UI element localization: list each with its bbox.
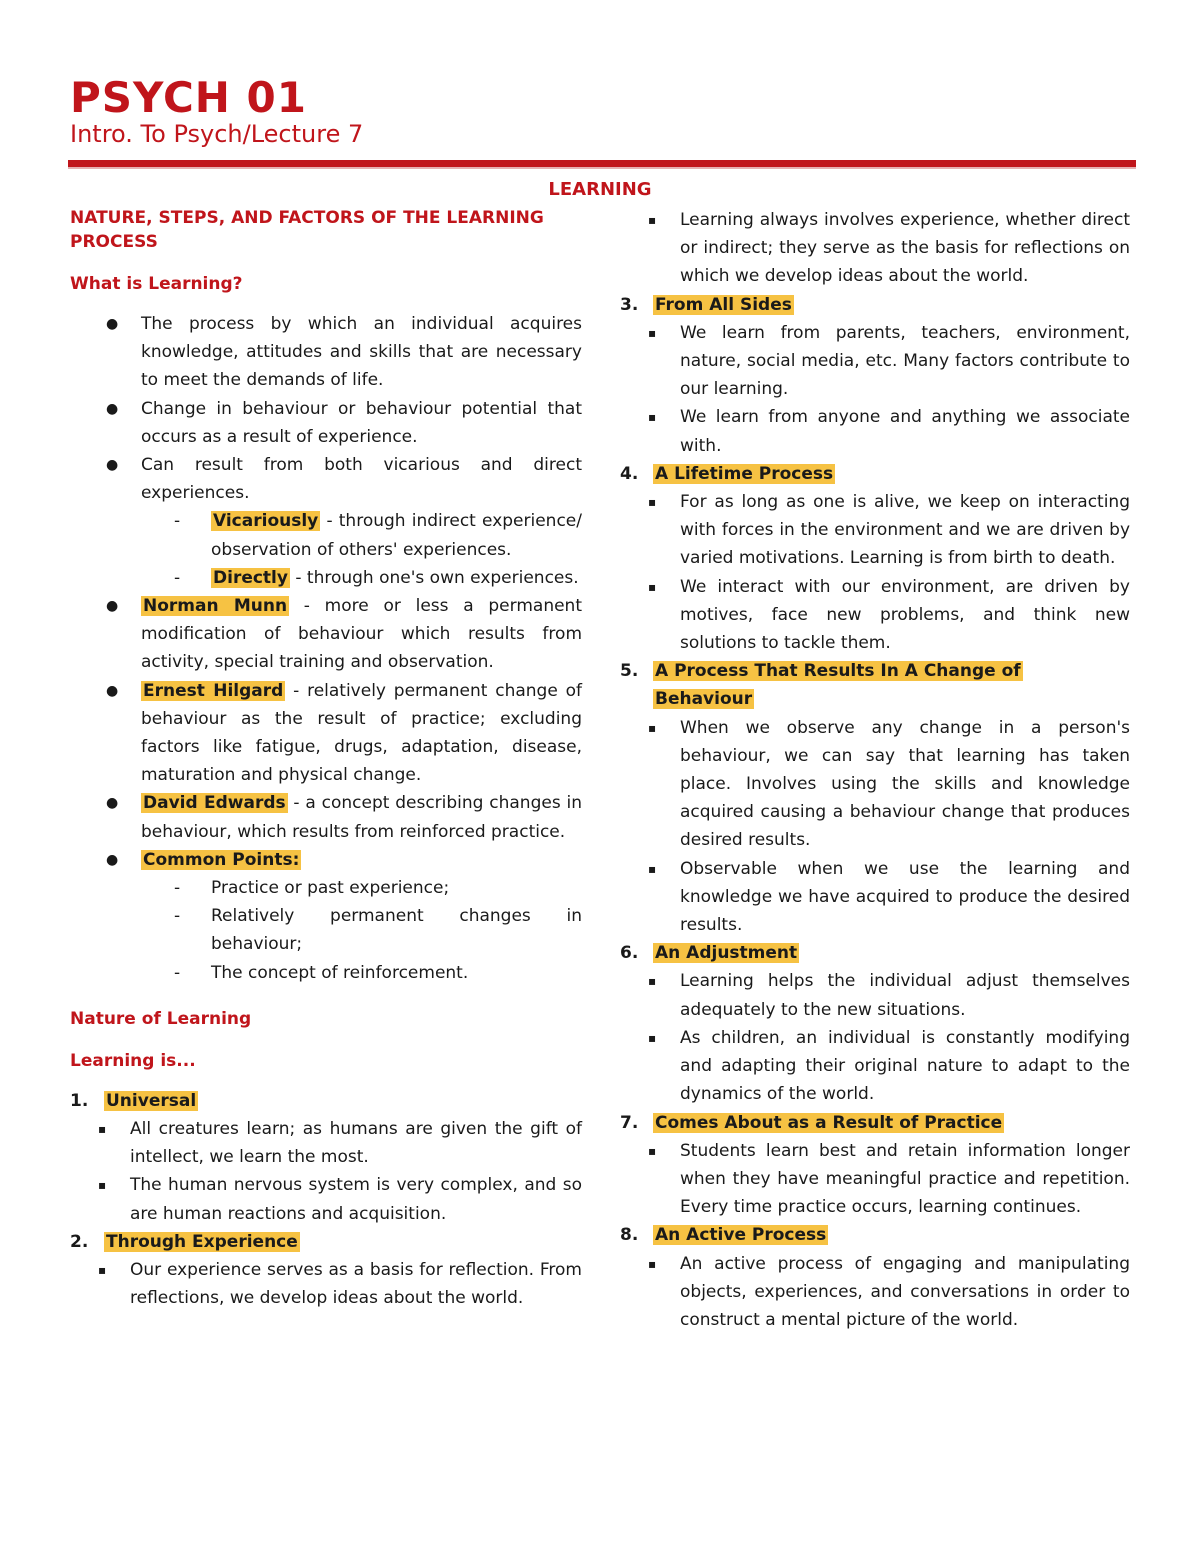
- nature-item-universal: 1. Universal: [70, 1090, 197, 1111]
- dash-icon: -: [174, 567, 181, 588]
- nature-item-adjustment: 6. An Adjustment: [620, 943, 798, 964]
- nature-sub-bullet: ▪ All creatures learn; as humans are given the gift of intellect, we learn the most.: [70, 1115, 582, 1171]
- bullet-dot-icon: ●: [106, 682, 119, 699]
- nature-sub-bullet: ▪ An active process of engaging and manipulating objects, experiences, and conversations in order to construct a mental picture of the world.: [620, 1250, 1130, 1335]
- document-title: LEARNING: [548, 179, 652, 200]
- nature-sub-bullet: ▪ Learning always involves experience, whether direct or indirect; they serve as the basis for reflections on which we develop ideas about the world.: [620, 206, 1130, 291]
- definition-bullet: ● Change in behaviour or behaviour potential that occurs as a result of experience.: [70, 395, 582, 451]
- bullet-dot-icon: ●: [106, 316, 119, 332]
- nature-sub-bullet: ▪ We learn from anyone and anything we associate with.: [620, 403, 1130, 459]
- nature-item-change: 5. A Process That Results In A Change of Behaviour: [620, 661, 1021, 710]
- nature-heading: Nature of Learning: [70, 1008, 252, 1029]
- square-bullet-icon: ▪: [98, 1263, 107, 1278]
- nature-sub-bullet: ▪ When we observe any change in a person's behaviour, we can say that learning has taken place. Involves using the skills and knowledge acquired causing a behaviour change that produces desired results.: [620, 714, 1130, 855]
- square-bullet-icon: ▪: [648, 1256, 657, 1271]
- sub-item-direct: - Directly - through one's own experiences.: [70, 564, 582, 592]
- nature-sub-bullet: ▪ For as long as one is alive, we keep on interacting with forces in the environment and we are driven by varied motivations. Learning is from birth to death.: [620, 488, 1130, 573]
- definition-bullet: ● Can result from both vicarious and direct experiences.: [70, 451, 582, 507]
- nature-sub-bullet: ▪ We interact with our environment, are driven by motives, face new problems, and think new solutions to tackle them.: [620, 573, 1130, 658]
- bullet-dot-icon: ●: [106, 795, 119, 812]
- learning-is-heading: Learning is...: [70, 1050, 196, 1071]
- square-bullet-icon: ▪: [648, 410, 657, 425]
- dash-icon: -: [174, 878, 181, 899]
- nature-item-practice: 7. Comes About as a Result of Practice: [620, 1112, 1003, 1133]
- bullet-dot-icon: ●: [106, 851, 119, 868]
- square-bullet-icon: ▪: [98, 1178, 107, 1193]
- common-point-item: - Relatively permanent changes in behaviour;: [70, 902, 582, 958]
- bullet-dot-icon: ●: [106, 400, 119, 417]
- nature-item-experience: 2. Through Experience: [70, 1231, 298, 1252]
- bullet-dot-icon: ●: [106, 457, 119, 474]
- square-bullet-icon: ▪: [648, 213, 657, 227]
- course-code: PSYCH 01: [70, 73, 307, 122]
- square-bullet-icon: ▪: [648, 1143, 657, 1158]
- square-bullet-icon: ▪: [648, 325, 657, 340]
- left-column: [70, 206, 582, 1313]
- dash-icon: -: [174, 962, 181, 983]
- nature-sub-bullet: ▪ We learn from parents, teachers, environment, nature, social media, etc. Many factors contribute to our learning.: [620, 319, 1130, 404]
- nature-sub-bullet: ▪ Students learn best and retain information longer when they have meaningful practice and repetition. Every time practice occurs, learning continues.: [620, 1137, 1130, 1222]
- nature-sub-bullet: ▪ Observable when we use the learning and knowledge we have acquired to produce the desired results.: [620, 855, 1130, 940]
- sub-item-vicarious: - Vicariously - through indirect experience/ observation of others' experiences.: [70, 507, 582, 563]
- definition-bullet: ● The process by which an individual acquires knowledge, attitudes and skills that are necessary to meet the demands of life.: [70, 310, 582, 395]
- nature-sub-bullet: ▪ The human nervous system is very complex, and so are human reactions and acquisition.: [70, 1171, 582, 1227]
- square-bullet-icon: ▪: [98, 1122, 107, 1137]
- square-bullet-icon: ▪: [648, 861, 657, 876]
- common-points: ● Common Points:: [70, 846, 582, 874]
- common-point-item: - The concept of reinforcement.: [70, 959, 582, 987]
- common-point-item: - Practice or past experience;: [70, 874, 582, 902]
- section-title: NATURE, STEPS, AND FACTORS OF THE LEARNING PROCESS: [70, 208, 544, 252]
- dash-icon: -: [174, 511, 181, 532]
- right-column: [620, 206, 1130, 1334]
- definition-edwards: ● David Edwards - a concept describing changes in behaviour, which results from reinforced practice.: [70, 789, 582, 845]
- square-bullet-icon: ▪: [648, 579, 657, 594]
- nature-item-all-sides: 3. From All Sides: [620, 294, 792, 315]
- square-bullet-icon: ▪: [648, 495, 657, 510]
- bullet-dot-icon: ●: [106, 598, 119, 615]
- nature-item-lifetime: 4. A Lifetime Process: [620, 463, 834, 484]
- question-heading: What is Learning?: [70, 274, 243, 294]
- nature-sub-bullet: ▪ As children, an individual is constantly modifying and adapting their original nature to adapt to the dynamics of the world.: [620, 1024, 1130, 1109]
- lecture-subtitle: Intro. To Psych/Lecture 7: [70, 120, 364, 148]
- nature-sub-bullet: ▪ Our experience serves as a basis for reflection. From reflections, we develop ideas about the world.: [70, 1256, 582, 1312]
- dash-icon: -: [174, 906, 181, 927]
- definition-hilgard: ● Ernest Hilgard - relatively permanent change of behaviour as the result of practice; excluding factors like fatigue, drugs, adaptation, disease, maturation and physical change.: [70, 677, 582, 790]
- definition-munn: ● Norman Munn - more or less a permanent modification of behaviour which results from activity, special training and observation.: [70, 592, 582, 677]
- nature-item-active: 8. An Active Process: [620, 1225, 827, 1246]
- square-bullet-icon: ▪: [648, 1030, 657, 1045]
- nature-sub-bullet: ▪ Learning helps the individual adjust themselves adequately to the new situations.: [620, 967, 1130, 1023]
- header-divider: [68, 160, 1136, 169]
- square-bullet-icon: ▪: [648, 720, 657, 735]
- square-bullet-icon: ▪: [648, 974, 657, 989]
